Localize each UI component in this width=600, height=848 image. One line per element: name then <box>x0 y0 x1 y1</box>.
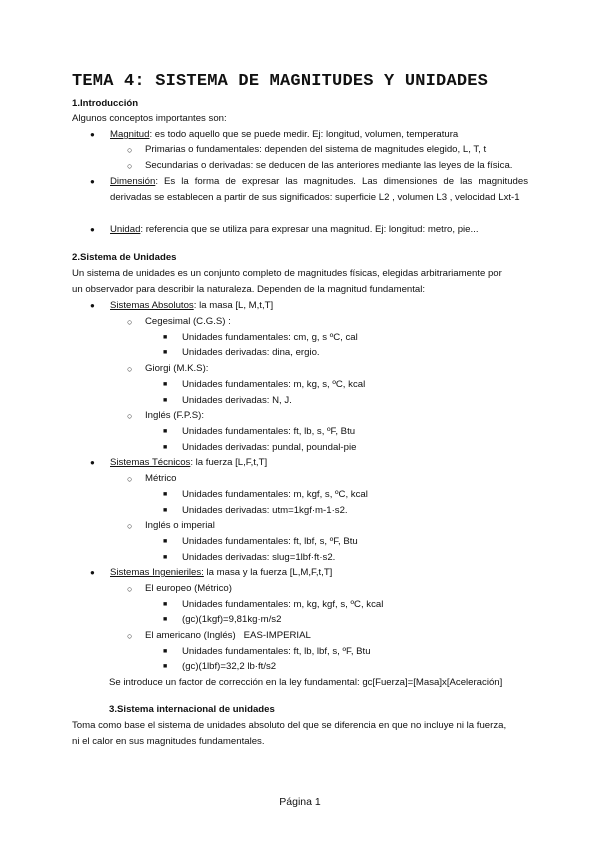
section-1-heading: 1.Introducción <box>72 98 139 109</box>
fps-fundamentales: Unidades fundamentales: ft, lb, s, ºF, Btu <box>182 426 356 437</box>
circle-bullet-icon: ○ <box>127 317 133 327</box>
tecnicos-item <box>110 456 267 470</box>
europeo-fundamentales: Unidades fundamentales: m, kg, kgf, s, ºC, kcal <box>182 599 384 610</box>
ingles-imperial-item: Inglés o imperial <box>145 520 215 531</box>
magnitud-item <box>110 128 458 142</box>
ingenieriles-term: Sistemas Ingenieriles: <box>110 567 204 578</box>
cgs-fundamentales: Unidades fundamentales: cm, g, s ºC, cal <box>182 332 358 343</box>
americano-fundamentales: Unidades fundamentales: ft, lb, lbf, s, ºF, Btu <box>182 646 371 657</box>
mks-derivadas: Unidades derivadas: N, J. <box>182 395 292 406</box>
circle-bullet-icon: ○ <box>127 521 133 531</box>
square-bullet-icon: ■ <box>163 491 168 498</box>
square-bullet-icon: ■ <box>163 554 168 561</box>
fps-derivadas: Unidades derivadas: pundal, poundal-pie <box>182 442 357 453</box>
square-bullet-icon: ■ <box>163 349 168 356</box>
dimension-def: : Es la forma de expresar las magnitudes. Las dimensiones de las magnitudes derivadas se establecen a partir de sus significados: superficie L2 , volumen L3 , velocidad Lxt-1 <box>110 176 528 203</box>
ingenieriles-item <box>110 566 332 580</box>
bullet-icon: ● <box>90 458 95 467</box>
circle-bullet-icon: ○ <box>127 145 133 155</box>
cgs-derivadas: Unidades derivadas: dina, ergio. <box>182 347 320 358</box>
dimension-item <box>110 174 528 206</box>
square-bullet-icon: ■ <box>163 538 168 545</box>
metrico-item: Métrico <box>145 473 177 484</box>
intro-text: Algunos conceptos importantes son: <box>72 113 227 124</box>
ingles-derivadas: Unidades derivadas: slug=1lbf·ft·s2. <box>182 552 336 563</box>
square-bullet-icon: ■ <box>163 381 168 388</box>
bullet-icon: ● <box>90 130 95 139</box>
section-2-paragraph-line-2: un observador para describir la naturaleza. Dependen de la magnitud fundamental: <box>72 284 426 295</box>
section-3-heading: 3.Sistema internacional de unidades <box>109 704 275 715</box>
square-bullet-icon: ■ <box>163 663 168 670</box>
europeo-item: El europeo (Métrico) <box>145 583 232 594</box>
square-bullet-icon: ■ <box>163 601 168 608</box>
section-2-heading: 2.Sistema de Unidades <box>72 252 177 263</box>
page-number: Página 1 <box>279 796 321 808</box>
square-bullet-icon: ■ <box>163 444 168 451</box>
square-bullet-icon: ■ <box>163 507 168 514</box>
bullet-icon: ● <box>90 225 95 234</box>
unidad-def: : referencia que se utiliza para expresar una magnitud. Ej: longitud: metro, pie... <box>140 224 479 235</box>
section-2-paragraph-line-1: Un sistema de unidades es un conjunto completo de magnitudes físicas, elegidas arbitrariamente por <box>72 268 502 279</box>
circle-bullet-icon: ○ <box>127 364 133 374</box>
cgs-item: Cegesimal (C.G.S) : <box>145 316 231 327</box>
fps-item: Inglés (F.P.S): <box>145 410 205 421</box>
page-title: TEMA 4: SISTEMA DE MAGNITUDES Y UNIDADES <box>72 72 489 91</box>
absolutos-item <box>110 299 273 313</box>
square-bullet-icon: ■ <box>163 616 168 623</box>
bullet-icon: ● <box>90 301 95 310</box>
ingenieriles-def: la masa y la fuerza [L,M,F,t,T] <box>203 567 333 578</box>
metrico-derivadas: Unidades derivadas: utm=1kgf·m-1·s2. <box>182 505 348 516</box>
absolutos-def: : la masa [L, M,t,T] <box>193 300 274 311</box>
magnitud-def: : es todo aquello que se puede medir. Ej: longitud, volumen, temperatura <box>149 129 459 140</box>
tecnicos-term: Sistemas Técnicos <box>110 457 191 468</box>
dimension-term: Dimensión <box>110 176 156 187</box>
bullet-icon: ● <box>90 177 95 186</box>
secundarias-item: Secundarias o derivadas: se deducen de las anteriores mediante las leyes de la física. <box>145 160 513 171</box>
section-3-paragraph-line-1: Toma como base el sistema de unidades absoluto del que se diferencia en que no incluye ni la fuerza, <box>72 720 507 731</box>
square-bullet-icon: ■ <box>163 648 168 655</box>
americano-item: El americano (Inglés) EAS-IMPERIAL <box>145 630 311 641</box>
circle-bullet-icon: ○ <box>127 474 133 484</box>
section-3-paragraph-line-2: ni el calor en sus magnitudes fundamentales. <box>72 736 265 747</box>
unidad-item <box>110 223 479 237</box>
primarias-item: Primarias o fundamentales: dependen del sistema de magnitudes elegido, L, T, t <box>145 144 487 155</box>
circle-bullet-icon: ○ <box>127 411 133 421</box>
square-bullet-icon: ■ <box>163 428 168 435</box>
square-bullet-icon: ■ <box>163 334 168 341</box>
americano-gc: (gc)(1lbf)=32,2 lb·ft/s2 <box>182 661 277 672</box>
circle-bullet-icon: ○ <box>127 584 133 594</box>
circle-bullet-icon: ○ <box>127 161 133 171</box>
magnitud-term: Magnitud <box>110 129 150 140</box>
bullet-icon: ● <box>90 568 95 577</box>
square-bullet-icon: ■ <box>163 397 168 404</box>
correction-factor-text: Se introduce un factor de corrección en la ley fundamental: gc[Fuerza]=[Masa]x[Aceleración] <box>109 677 503 688</box>
unidad-term: Unidad <box>110 224 141 235</box>
circle-bullet-icon: ○ <box>127 631 133 641</box>
tecnicos-def: : la fuerza [L,F,t,T] <box>190 457 268 468</box>
absolutos-term: Sistemas Absolutos <box>110 300 194 311</box>
mks-item: Giorgi (M.K.S): <box>145 363 209 374</box>
europeo-gc: (gc)(1kgf)=9,81kg·m/s2 <box>182 614 282 625</box>
ingles-fundamentales: Unidades fundamentales: ft, lbf, s, ºF, Btu <box>182 536 358 547</box>
mks-fundamentales: Unidades fundamentales: m, kg, s, ºC, kcal <box>182 379 366 390</box>
metrico-fundamentales: Unidades fundamentales: m, kgf, s, ºC, kcal <box>182 489 368 500</box>
